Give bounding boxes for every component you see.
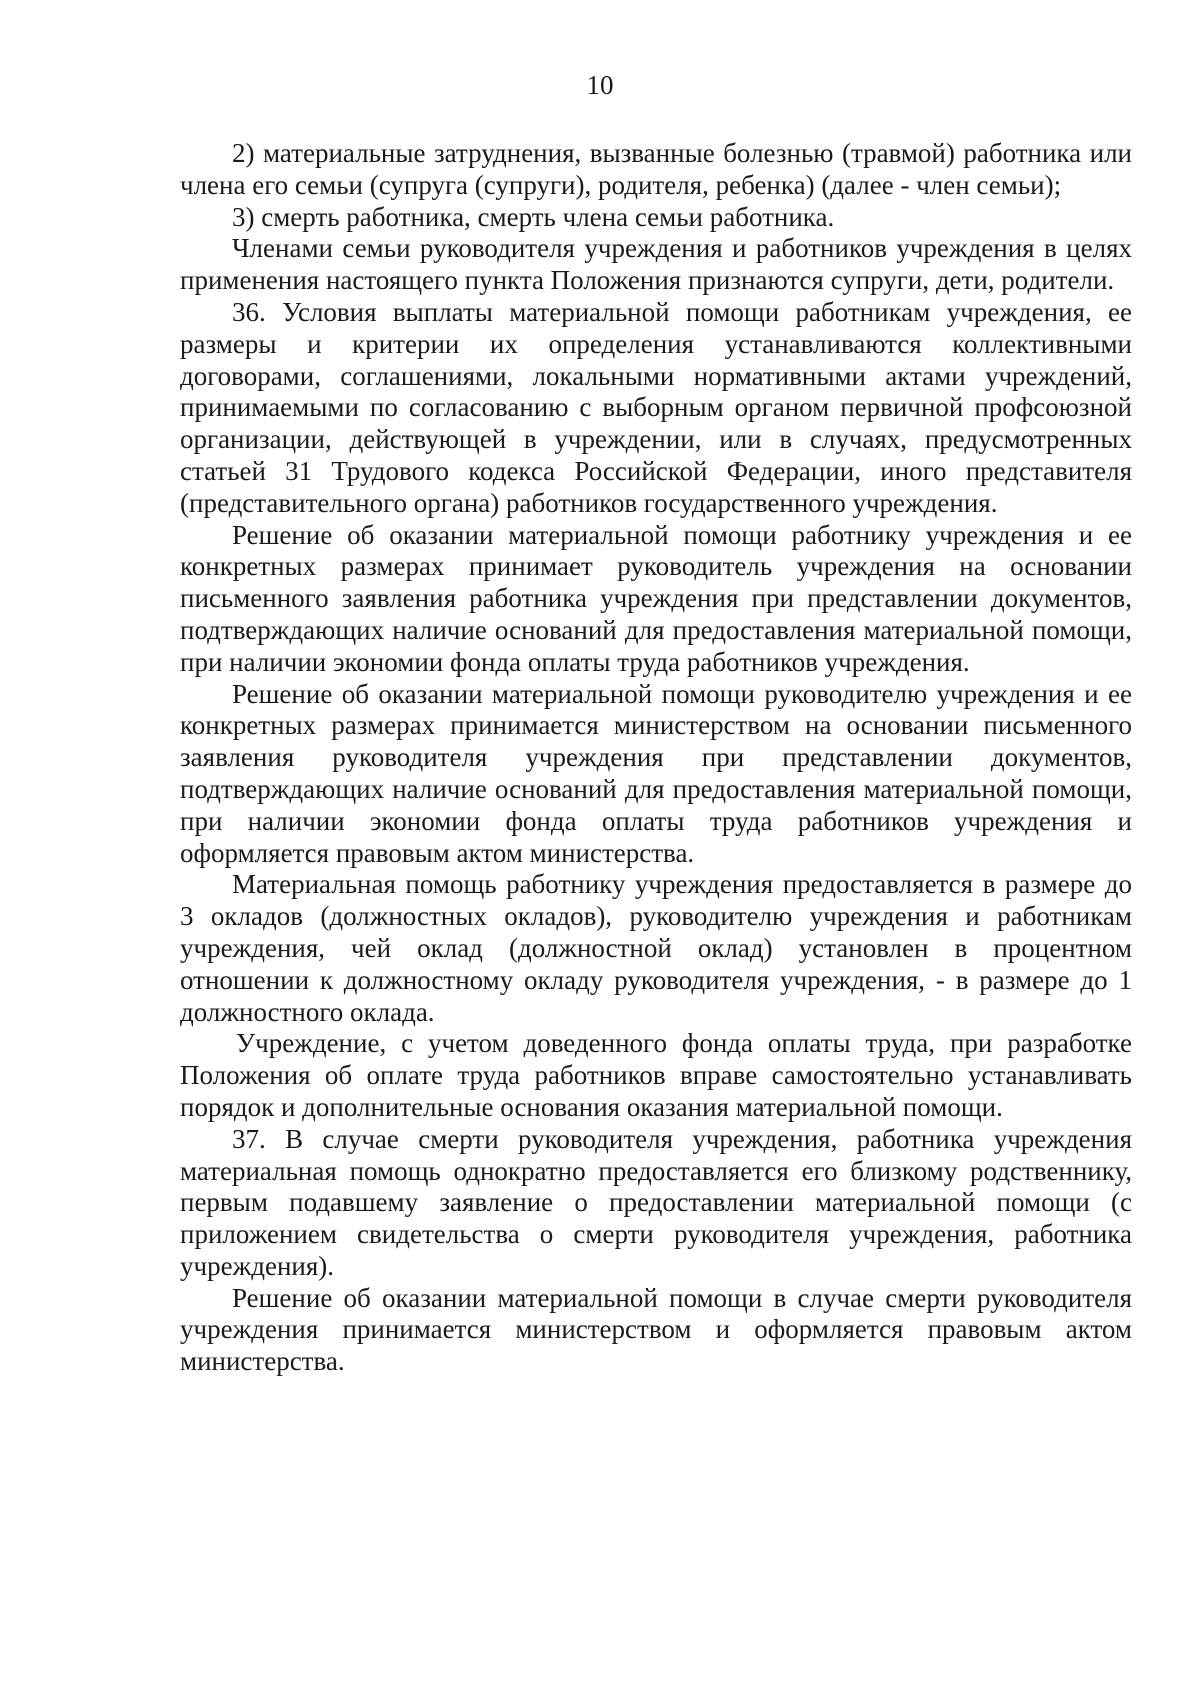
paragraph-37: 37. В случае смерти руководителя учреждения, работника учреждения материальная помощь однократно предоставляется его близкому родственнику, первым подавшему заявление о предоставлении материальной помощи (с приложением свидетельства о смерти руководителя учреждения, работника учреждения).	[180, 1123, 1132, 1281]
paragraph-decision-head: Решение об оказании материальной помощи руководителю учреждения и ее конкретных размерах принимается министерством на основании письменного заявления руководителя учреждения при представлении документов, подтверждающих наличие оснований для предоставления материальной помощи, при наличии экономии фонда оплаты труда работников учреждения и оформляется правовым актом министерства.	[180, 678, 1132, 868]
paragraph-item-2: 2) материальные затруднения, вызванные болезнью (травмой) работника или члена его семьи (супруга (супруги), родителя, ребенка) (далее - член семьи);	[180, 138, 1132, 200]
document-body	[180, 138, 1132, 1378]
paragraph-item-3: 3) смерть работника, смерть члена семьи работника.	[232, 201, 835, 232]
paragraph-institution-rights: Учреждение, с учетом доведенного фонда оплаты труда, при разработке Положения об оплате труда работников вправе самостоятельно устанавливать порядок и дополнительные основания оказания материальной помощи.	[180, 1028, 1132, 1122]
page-number: 10	[586, 70, 614, 100]
paragraph-family-members: Членами семьи руководителя учреждения и работников учреждения в целях применения настоящего пункта Положения признаются супруги, дети, родители.	[180, 233, 1132, 296]
paragraph-36: 36. Условия выплаты материальной помощи работникам учреждения, ее размеры и критерии их определения устанавливаются коллективными договорами, соглашениями, локальными нормативными актами учреждений, принимаемыми по согласованию с выборным органом первичной профсоюзной организации, действующей в учреждении, или в случаях, предусмотренных статьей 31 Трудового кодекса Российской Федерации, иного представителя (представительного органа) работников государственного учреждения.	[180, 296, 1132, 518]
paragraph-decision-death: Решение об оказании материальной помощи в случае смерти руководителя учреждения принимается министерством и оформляется правовым актом министерства.	[180, 1282, 1132, 1377]
paragraph-decision-employee: Решение об оказании материальной помощи работнику учреждения и ее конкретных размерах принимает руководитель учреждения на основании письменного заявления работника учреждения при представлении документов, подтверждающих наличие оснований для предоставления материальной помощи, при наличии экономии фонда оплаты труда работников учреждения.	[180, 519, 1132, 677]
paragraph-aid-amount: Материальная помощь работнику учреждения предоставляется в размере до 3 окладов (должностных окладов), руководителю учреждения и работникам учреждения, чей оклад (должностной оклад) установлен в процентном отношении к должностному окладу руководителя учреждения, - в размере до 1 должностного оклада.	[180, 869, 1132, 1027]
